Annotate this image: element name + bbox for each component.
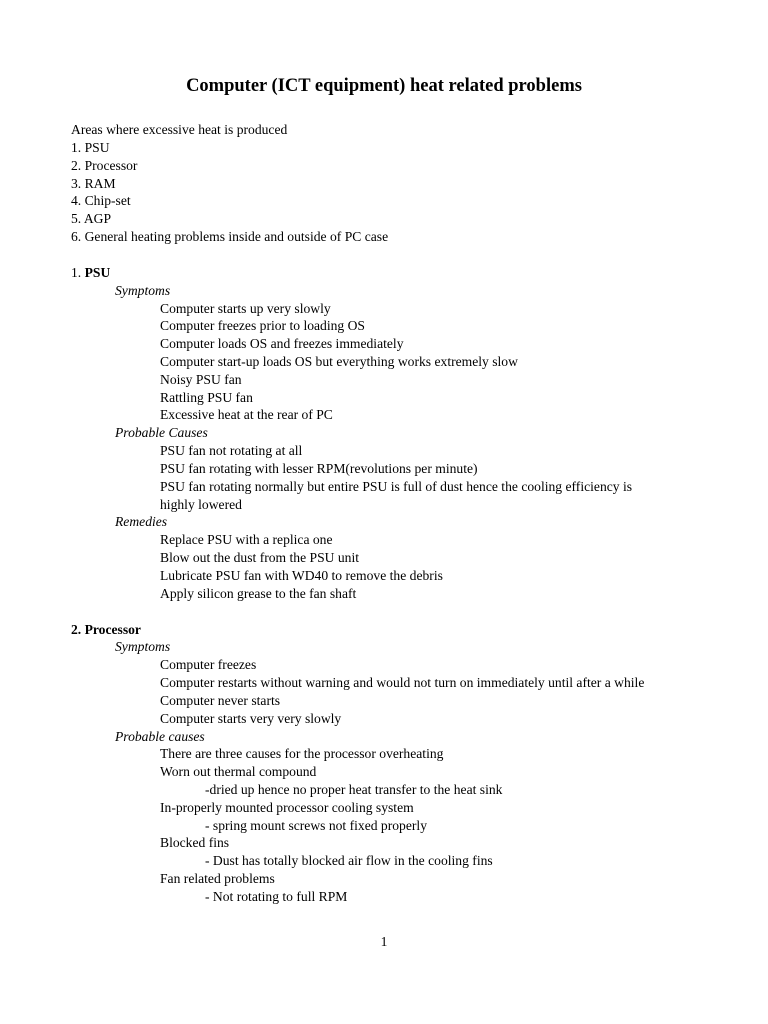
psu-cause: PSU fan rotating normally but entire PSU is full of dust hence the cooling efficiency is [160, 479, 633, 494]
area-item: 1. PSU [71, 140, 110, 155]
area-item: 6. General heating problems inside and outside of PC case [71, 229, 389, 244]
psu-cause: highly lowered [160, 497, 242, 512]
document-title: Computer (ICT equipment) heat related problems [186, 76, 582, 96]
psu-cause: PSU fan not rotating at all [160, 443, 303, 458]
page-number: 1 [380, 934, 388, 949]
area-item: 5. AGP [71, 211, 112, 226]
processor-section-heading: 2. Processor [71, 622, 141, 637]
psu-symptom: Computer start-up loads OS but everything works extremely slow [160, 354, 518, 369]
area-item: 3. RAM [71, 176, 116, 191]
processor-cause-detail: - Dust has totally blocked air flow in the cooling fins [205, 853, 493, 868]
processor-causes-intro: There are three causes for the processor overheating [160, 746, 444, 761]
processor-cause-detail: - Not rotating to full RPM [205, 889, 348, 904]
psu-symptom: Excessive heat at the rear of PC [160, 407, 333, 422]
processor-symptom: Computer never starts [160, 693, 281, 708]
psu-section-heading [71, 264, 110, 282]
processor-causes-label: Probable causes [115, 729, 205, 744]
psu-section-title: PSU [84, 265, 111, 280]
processor-cause: Fan related problems [160, 871, 275, 886]
intro-text: Areas where excessive heat is produced [71, 122, 288, 137]
psu-cause: PSU fan rotating with lesser RPM(revolutions per minute) [160, 461, 478, 476]
psu-symptom: Computer freezes prior to loading OS [160, 318, 365, 333]
psu-symptom: Noisy PSU fan [160, 372, 242, 387]
psu-remedies-label: Remedies [115, 514, 168, 529]
processor-cause-detail: - spring mount screws not fixed properly [205, 818, 427, 833]
processor-cause: In-properly mounted processor cooling system [160, 800, 414, 815]
psu-remedy: Apply silicon grease to the fan shaft [160, 586, 357, 601]
psu-section-number: 1. [71, 265, 85, 280]
processor-symptoms-label: Symptoms [115, 639, 171, 654]
processor-cause: Worn out thermal compound [160, 764, 317, 779]
processor-symptom: Computer starts very very slowly [160, 711, 342, 726]
psu-remedy: Replace PSU with a replica one [160, 532, 333, 547]
processor-symptom: Computer freezes [160, 657, 257, 672]
psu-symptom: Rattling PSU fan [160, 390, 253, 405]
processor-cause: Blocked fins [160, 835, 230, 850]
psu-symptom: Computer starts up very slowly [160, 301, 331, 316]
area-item: 4. Chip-set [71, 193, 131, 208]
processor-symptom: Computer restarts without warning and would not turn on immediately until after a while [160, 675, 645, 690]
psu-remedy: Lubricate PSU fan with WD40 to remove the debris [160, 568, 443, 583]
psu-symptom: Computer loads OS and freezes immediately [160, 336, 404, 351]
psu-causes-label: Probable Causes [115, 425, 208, 440]
processor-cause-detail: -dried up hence no proper heat transfer to the heat sink [205, 782, 503, 797]
psu-remedy: Blow out the dust from the PSU unit [160, 550, 360, 565]
area-item: 2. Processor [71, 158, 138, 173]
psu-symptoms-label: Symptoms [115, 283, 171, 298]
